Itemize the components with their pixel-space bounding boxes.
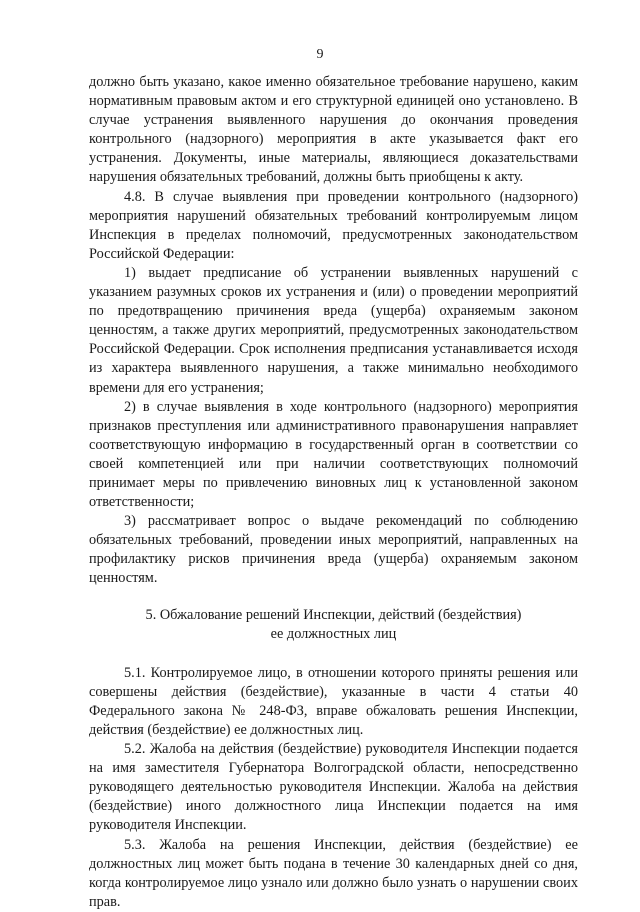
document-body: [89, 73, 578, 912]
paragraph: 3) рассматривает вопрос о выдаче рекомендаций по соблюдению обязательных требований, проведении иных мероприятий, направленных на профилактику рисков причинения вреда (ущерба) охраняемым законом ценностям.: [89, 513, 578, 587]
page-number: 9: [316, 47, 324, 62]
paragraph: 2) в случае выявления в ходе контрольного (надзорного) мероприятия признаков преступления или административного правонарушения направляет соответствующую информацию в государственный орган в соответствии со своей компетенцией или при наличии соответствующих полномочий принимает меры по привлечению виновных лиц к установленной законом ответственности;: [89, 398, 578, 511]
paragraph: 4.8. В случае выявления при проведении контрольного (надзорного) мероприятия нарушений обязательных требований контролируемым лицом Инспекция в пределах полномочий, предусмотренных законодательством Российской Федерации:: [89, 188, 578, 262]
paragraph: должно быть указано, какое именно обязательное требование нарушено, каким нормативным правовым актом и его структурной единицей оно установлено. В случае устранения выявленного нарушения до окончания проведения контрольного (надзорного) мероприятия в акте указывается факт его устранения. Документы, иные материалы, являющиеся доказательствами нарушения обязательных требований, должны быть приобщены к акту.: [89, 74, 578, 186]
section-heading-line: 5. Обжалование решений Инспекции, действий (бездействия): [145, 606, 522, 623]
paragraph: 5.3. Жалоба на решения Инспекции, действия (бездействие) ее должностных лиц может быть подана в течение 30 календарных дней со дня, когда контролируемое лицо узнало или должно было узнать о нарушении своих прав.: [89, 836, 578, 910]
paragraph: 5.1. Контролируемое лицо, в отношении которого приняты решения или совершены действия (бездействие), указанные в части 4 статьи 40 Федерального закона № 248-ФЗ, вправе обжаловать решения Инспекции, действия (бездействие) ее должностных лиц.: [89, 664, 578, 738]
section-heading-line: ее должностных лиц: [270, 625, 397, 642]
paragraph: 5.2. Жалоба на действия (бездействие) руководителя Инспекции подается на имя заместителя Губернатора Волгоградской области, непосредственно руководящего деятельностью руководителя Инспекции. Жалоба на действия (бездействие) иного должностного лица Инспекции подается на имя руководителя Инспекции.: [89, 741, 578, 834]
paragraph: 1) выдает предписание об устранении выявленных нарушений с указанием разумных сроков их устранения и (или) о проведении мероприятий по предотвращению причинения вреда (ущерба) охраняемым законом ценностям, а также других мероприятий, предусмотренных законодательством Российской Федерации. Срок исполнения предписания устанавливается исходя из характера выявленного нарушения, а также минимально необходимого времени для его устранения;: [89, 264, 578, 396]
section-heading: [89, 606, 578, 644]
